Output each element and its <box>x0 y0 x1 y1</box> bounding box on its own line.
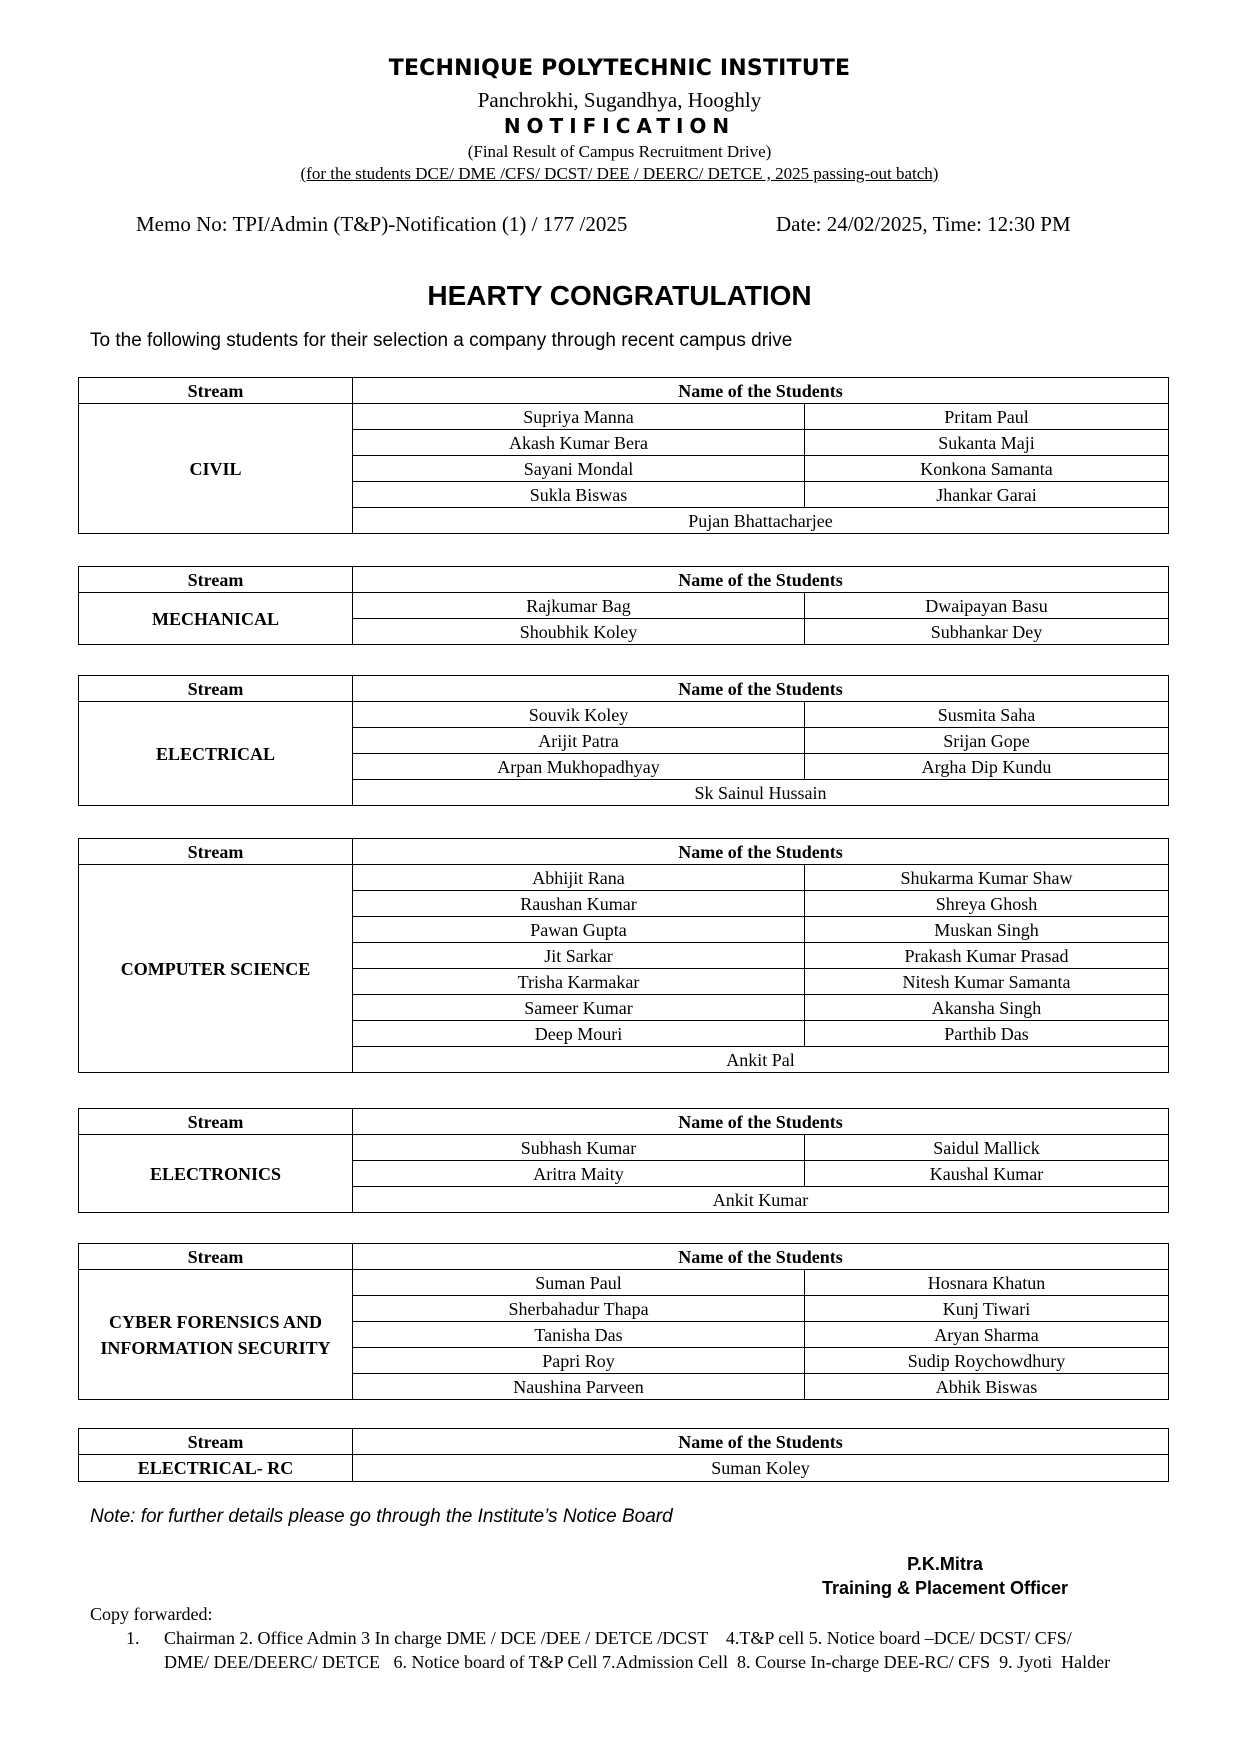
notification-title: NOTIFICATION <box>503 114 736 138</box>
names-column-header: Name of the Students <box>353 1244 1169 1270</box>
student-name: Saidul Mallick <box>805 1135 1169 1161</box>
student-name: Papri Roy <box>353 1348 805 1374</box>
stream-name: ELECTRICAL <box>79 702 353 806</box>
stream-column-header: Stream <box>79 378 353 404</box>
names-column-header: Name of the Students <box>353 676 1169 702</box>
student-name: Abhik Biswas <box>805 1374 1169 1400</box>
copy-list-line: DME/ DEE/DEERC/ DETCE 6. Notice board of T&P Cell 7.Admission Cell 8. Course In-charge DEE-RC/ CFS 9. Jyoti Halder <box>164 1652 1111 1672</box>
table-header-row <box>79 567 1169 593</box>
stream-table <box>78 1428 1169 1482</box>
table-header-row <box>79 1109 1169 1135</box>
stream-column-header: Stream <box>79 1429 353 1455</box>
names-column-header: Name of the Students <box>353 1429 1169 1455</box>
student-name: Sherbahadur Thapa <box>353 1296 805 1322</box>
names-column-header: Name of the Students <box>353 839 1169 865</box>
student-name: Subhash Kumar <box>353 1135 805 1161</box>
date-time: Date: 24/02/2025, Time: 12:30 PM <box>776 212 1071 236</box>
stream-column-header: Stream <box>79 1244 353 1270</box>
student-name: Pawan Gupta <box>353 917 805 943</box>
student-name: Jhankar Garai <box>805 482 1169 508</box>
table-row <box>79 593 1169 619</box>
student-name: Ankit Kumar <box>353 1187 1169 1213</box>
student-name: Hosnara Khatun <box>805 1270 1169 1296</box>
student-name: Sk Sainul Hussain <box>353 780 1169 806</box>
student-name: Srijan Gope <box>805 728 1169 754</box>
student-name: Souvik Koley <box>353 702 805 728</box>
student-name: Subhankar Dey <box>805 619 1169 645</box>
student-name: Rajkumar Bag <box>353 593 805 619</box>
student-name: Raushan Kumar <box>353 891 805 917</box>
student-name: Parthib Das <box>805 1021 1169 1047</box>
student-name: Naushina Parveen <box>353 1374 805 1400</box>
student-name: Muskan Singh <box>805 917 1169 943</box>
intro-text: To the following students for their selection a company through recent campus drive <box>90 330 793 351</box>
stream-table <box>78 1108 1169 1213</box>
student-name: Sukanta Maji <box>805 430 1169 456</box>
page-heading: HEARTY CONGRATULATION <box>427 280 812 311</box>
student-name: Susmita Saha <box>805 702 1169 728</box>
signatory-name: P.K.Mitra <box>907 1554 983 1574</box>
table-row <box>79 404 1169 430</box>
student-name: Argha Dip Kundu <box>805 754 1169 780</box>
table-header-row <box>79 676 1169 702</box>
student-name: Sameer Kumar <box>353 995 805 1021</box>
student-name: Sudip Roychowdhury <box>805 1348 1169 1374</box>
table-header-row <box>79 1244 1169 1270</box>
stream-name: CIVIL <box>79 404 353 534</box>
stream-column-header: Stream <box>79 1109 353 1135</box>
names-column-header: Name of the Students <box>353 567 1169 593</box>
student-name: Shreya Ghosh <box>805 891 1169 917</box>
table-header-row <box>79 1429 1169 1455</box>
names-column-header: Name of the Students <box>353 378 1169 404</box>
institute-name: TECHNIQUE POLYTECHNIC INSTITUTE <box>388 56 851 81</box>
student-name: Deep Mouri <box>353 1021 805 1047</box>
table-row <box>79 865 1169 891</box>
table-header-row <box>79 378 1169 404</box>
student-name: Ankit Pal <box>353 1047 1169 1073</box>
stream-table <box>78 566 1169 645</box>
student-name: Shukarma Kumar Shaw <box>805 865 1169 891</box>
table-row <box>79 1455 1169 1482</box>
copy-forwarded-label: Copy forwarded: <box>90 1604 213 1624</box>
student-name: Aryan Sharma <box>805 1322 1169 1348</box>
student-name: Tanisha Das <box>353 1322 805 1348</box>
copy-list-line: Chairman 2. Office Admin 3 In charge DME / DCE /DEE / DETCE /DCST 4.T&P cell 5. Notice board –DCE/ DCST/ CFS/ <box>164 1628 1072 1648</box>
signatory-title: Training & Placement Officer <box>821 1578 1069 1598</box>
student-name: Akansha Singh <box>805 995 1169 1021</box>
stream-name: MECHANICAL <box>79 593 353 645</box>
student-name: Kaushal Kumar <box>805 1161 1169 1187</box>
stream-table <box>78 377 1169 534</box>
stream-column-header: Stream <box>79 839 353 865</box>
institute-address: Panchrokhi, Sugandhya, Hooghly <box>477 88 762 112</box>
student-name: Prakash Kumar Prasad <box>805 943 1169 969</box>
notification-subtitle: (Final Result of Campus Recruitment Drive) <box>467 142 772 161</box>
student-name: Akash Kumar Bera <box>353 430 805 456</box>
student-name: Dwaipayan Basu <box>805 593 1169 619</box>
table-row <box>79 1135 1169 1161</box>
student-name: Arijit Patra <box>353 728 805 754</box>
student-name: Arpan Mukhopadhyay <box>353 754 805 780</box>
student-name: Kunj Tiwari <box>805 1296 1169 1322</box>
note-text: Note: for further details please go through the Institute’s Notice Board <box>90 1506 673 1527</box>
stream-name: ELECTRONICS <box>79 1135 353 1213</box>
student-name: Supriya Manna <box>353 404 805 430</box>
student-name: Shoubhik Koley <box>353 619 805 645</box>
stream-name: COMPUTER SCIENCE <box>79 865 353 1073</box>
student-name: Abhijit Rana <box>353 865 805 891</box>
student-name: Aritra Maity <box>353 1161 805 1187</box>
stream-table <box>78 838 1169 1073</box>
stream-name: ELECTRICAL- RC <box>79 1455 353 1482</box>
student-name: Pritam Paul <box>805 404 1169 430</box>
names-column-header: Name of the Students <box>353 1109 1169 1135</box>
student-name: Sukla Biswas <box>353 482 805 508</box>
student-name: Konkona Samanta <box>805 456 1169 482</box>
batch-line: (for the students DCE/ DME /CFS/ DCST/ DEE / DEERC/ DETCE , 2025 passing-out batch) <box>300 164 939 183</box>
stream-table <box>78 1243 1169 1400</box>
student-name: Jit Sarkar <box>353 943 805 969</box>
stream-column-header: Stream <box>79 567 353 593</box>
student-name: Suman Paul <box>353 1270 805 1296</box>
stream-table <box>78 675 1169 806</box>
stream-column-header: Stream <box>79 676 353 702</box>
student-name: Trisha Karmakar <box>353 969 805 995</box>
table-row <box>79 702 1169 728</box>
student-name: Suman Koley <box>353 1455 1169 1482</box>
student-name: Nitesh Kumar Samanta <box>805 969 1169 995</box>
student-name: Sayani Mondal <box>353 456 805 482</box>
stream-name: CYBER FORENSICS AND INFORMATION SECURITY <box>79 1270 353 1400</box>
table-row <box>79 1270 1169 1296</box>
memo-number: Memo No: TPI/Admin (T&P)-Notification (1) / 177 /2025 <box>136 212 628 236</box>
table-header-row <box>79 839 1169 865</box>
student-name: Pujan Bhattacharjee <box>353 508 1169 534</box>
copy-list-number: 1. <box>126 1628 140 1648</box>
